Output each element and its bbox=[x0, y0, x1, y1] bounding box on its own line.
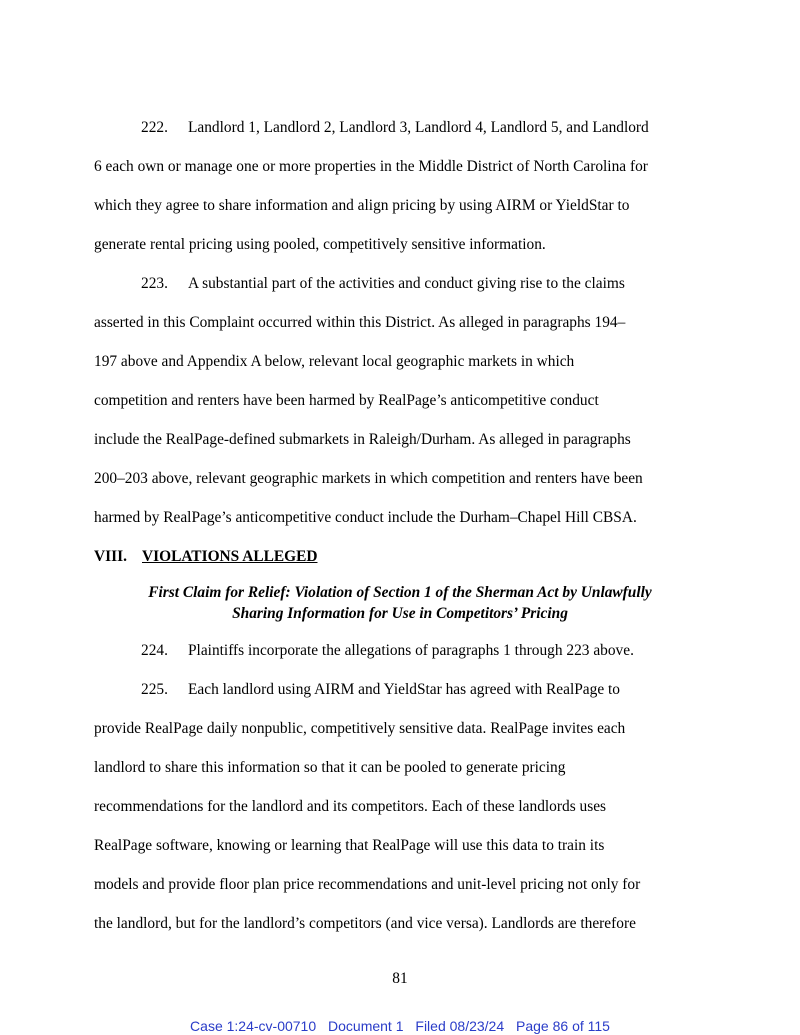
paragraph-223-line-1: 223. A substantial part of the activities and conduct giving rise to the claims bbox=[141, 275, 625, 292]
paragraph-223-line-6: 200–203 above, relevant geographic markets in which competition and renters have been bbox=[94, 470, 643, 487]
paragraph-222-line-1: 222. Landlord 1, Landlord 2, Landlord 3, Landlord 4, Landlord 5, and Landlord bbox=[141, 119, 649, 136]
section-number: VIII. bbox=[94, 548, 127, 565]
paragraph-number: 224. bbox=[141, 642, 168, 659]
paragraph-222-line-4: generate rental pricing using pooled, competitively sensitive information. bbox=[94, 236, 546, 253]
paragraph-225-line-1: 225. Each landlord using AIRM and YieldStar has agreed with RealPage to bbox=[141, 681, 620, 698]
paragraph-225-line-7: the landlord, but for the landlord’s competitors (and vice versa). Landlords are therefore bbox=[94, 915, 636, 932]
footer-document: Document 1 bbox=[328, 1018, 404, 1034]
paragraph-number: 223. bbox=[141, 275, 168, 292]
paragraph-224-line-1: 224. Plaintiffs incorporate the allegations of paragraphs 1 through 223 above. bbox=[141, 642, 634, 659]
claim-heading-line-1: First Claim for Relief: Violation of Section 1 of the Sherman Act by Unlawfully bbox=[148, 584, 652, 601]
paragraph-222-line-2: 6 each own or manage one or more properties in the Middle District of North Carolina for bbox=[94, 158, 648, 175]
paragraph-223-line-2: asserted in this Complaint occurred within this District. As alleged in paragraphs 194– bbox=[94, 314, 626, 331]
paragraph-225-line-5: RealPage software, knowing or learning that RealPage will use this data to train its bbox=[94, 837, 605, 854]
paragraph-222-line-3: which they agree to share information and align pricing by using AIRM or YieldStar to bbox=[94, 197, 630, 214]
paragraph-225-line-4: recommendations for the landlord and its competitors. Each of these landlords uses bbox=[94, 798, 607, 815]
section-title: VIOLATIONS ALLEGED bbox=[142, 548, 318, 565]
page-number: 81 bbox=[392, 970, 408, 987]
claim-heading-line-2: Sharing Information for Use in Competitors’ Pricing bbox=[232, 605, 568, 622]
paragraph-number: 222. bbox=[141, 119, 168, 136]
court-filing-footer bbox=[0, 1018, 800, 1034]
paragraph-223-line-4: competition and renters have been harmed by RealPage’s anticompetitive conduct bbox=[94, 392, 599, 409]
paragraph-225-line-6: models and provide floor plan price recommendations and unit-level pricing not only for bbox=[94, 876, 641, 893]
paragraph-225-line-2: provide RealPage daily nonpublic, competitively sensitive data. RealPage invites each bbox=[94, 720, 626, 737]
paragraph-223-line-3: 197 above and Appendix A below, relevant local geographic markets in which bbox=[94, 353, 575, 370]
footer-filed-date: Filed 08/23/24 bbox=[415, 1018, 505, 1034]
section-heading bbox=[94, 548, 317, 566]
paragraph-223-line-7: harmed by RealPage’s anticompetitive conduct include the Durham–Chapel Hill CBSA. bbox=[94, 509, 637, 526]
paragraph-number: 225. bbox=[141, 681, 168, 698]
footer-page-count: Page 86 of 115 bbox=[516, 1018, 610, 1034]
paragraph-223-line-5: include the RealPage-defined submarkets in Raleigh/Durham. As alleged in paragraphs bbox=[94, 431, 631, 448]
paragraph-225-line-3: landlord to share this information so that it can be pooled to generate pricing bbox=[94, 759, 566, 776]
footer-case-number: Case 1:24-cv-00710 bbox=[190, 1018, 317, 1034]
